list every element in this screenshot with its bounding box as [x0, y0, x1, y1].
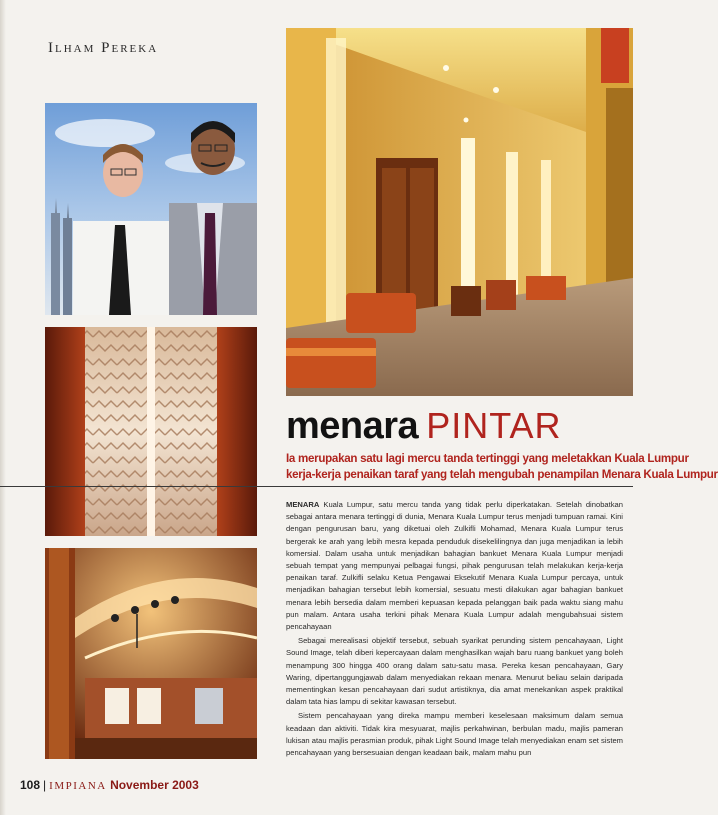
paragraph-text: Kuala Lumpur, satu mercu tanda yang tidak perlu diperkatakan. Setelah dinobatkan sebagai antara menara tertinggi di dunia, Menara Kuala Lumpur terus menjadi tumpuan ramai. Kini dengan pengurusan baru, yang diketuai oleh Zulkifli Mohamad, Menara Kuala Lumpur terus bergerak ke arah yang lebih mesra kepada penduduk disekelilingnya dan juga menjadikan ia lebih komersial. Dalam usaha untuk menjadikan bahagian bankuet Menara Kuala Lumpur menjadi sebuah tempat yang mempunyai pelbagai fungsi, pihak pengurusan telah melakukan kerja-kerja penaikan taraf. Zulkifli selaku Ketua Pengawai Eksekutif Menara Kuala Lumpur percaya, untuk menjadikan bahagian tersebut lebih komersial, sesuatu mesti dilakukan agar bahagian bankuet menara lebih bersedia dalam memberi kepuasan kepada pelanggan baik pada waktu siang mahu pun malam. Antara usaha terkini pihak Menara Kuala Lumpur adalah mengubahsuai sistem pencahayaan — [286, 500, 623, 632]
page-edge-shadow — [0, 0, 6, 815]
title-light-word: PINTAR — [426, 405, 562, 446]
deck-line: kerja-kerja penaikan taraf yang telah mengubah penampilan Menara Kuala Lumpur — [286, 467, 718, 481]
section-divider — [0, 486, 633, 487]
page-number: 108 — [20, 778, 41, 792]
article-body — [286, 499, 623, 761]
byline-text: Ilham Pereka — [48, 40, 159, 56]
title-bold-word: menara — [286, 405, 419, 447]
folio-separator: | — [43, 778, 47, 792]
issue-date: November 2003 — [110, 778, 199, 792]
photo-banquet-ceiling-lights — [45, 548, 257, 759]
body-paragraph: Sebagai merealisasi objektif tersebut, sebuah syarikat perunding sistem pencahayaan, Light Sound Image, telah diberi kepercayaan dalam menghasilkan wajah baru ruang bankuet yang boleh menampung 300 hingga 400 orang dalam satu-satu masa. Pereka kesan pencahayaan, Gary Waring, dipertanggungjawab dalam menyediakan rekaan menara. Menurut beliau selain daripada mementingkan kesan pencahayaan dari sudut artistiknya, dia amat menekankan aspek praktikal dalam tata hias lampu di sekitar kawasan tersebut. — [286, 636, 623, 707]
article-title — [286, 405, 562, 448]
page-folio — [20, 778, 199, 792]
photo-curved-corridor — [286, 28, 633, 396]
body-paragraph — [286, 499, 623, 633]
author-byline — [48, 40, 158, 57]
lead-word: MENARA — [286, 500, 320, 509]
article-deck — [286, 451, 718, 482]
photo-portrait-men — [45, 103, 257, 315]
deck-line: Ia merupakan satu lagi mercu tanda tertinggi yang meletakkan Kuala Lumpur — [286, 452, 689, 465]
photo-decorative-wall-panel — [45, 327, 257, 536]
body-paragraph: Sistem pencahayaan yang direka mampu memberi keselesaan maksimum dalam semua keadaan dan aktiviti. Tidak kira mesyuarat, majlis perkahwinan, berbulan madu, majlis pameran lukisan atau majlis perasmian produk, pihak Light Sound Image telah menyediakan enam set sistem pencahayaan yang bersesuaian dengan keadaan baik, malam mahu pun — [286, 711, 623, 758]
magazine-name: IMPIANA — [49, 780, 107, 792]
